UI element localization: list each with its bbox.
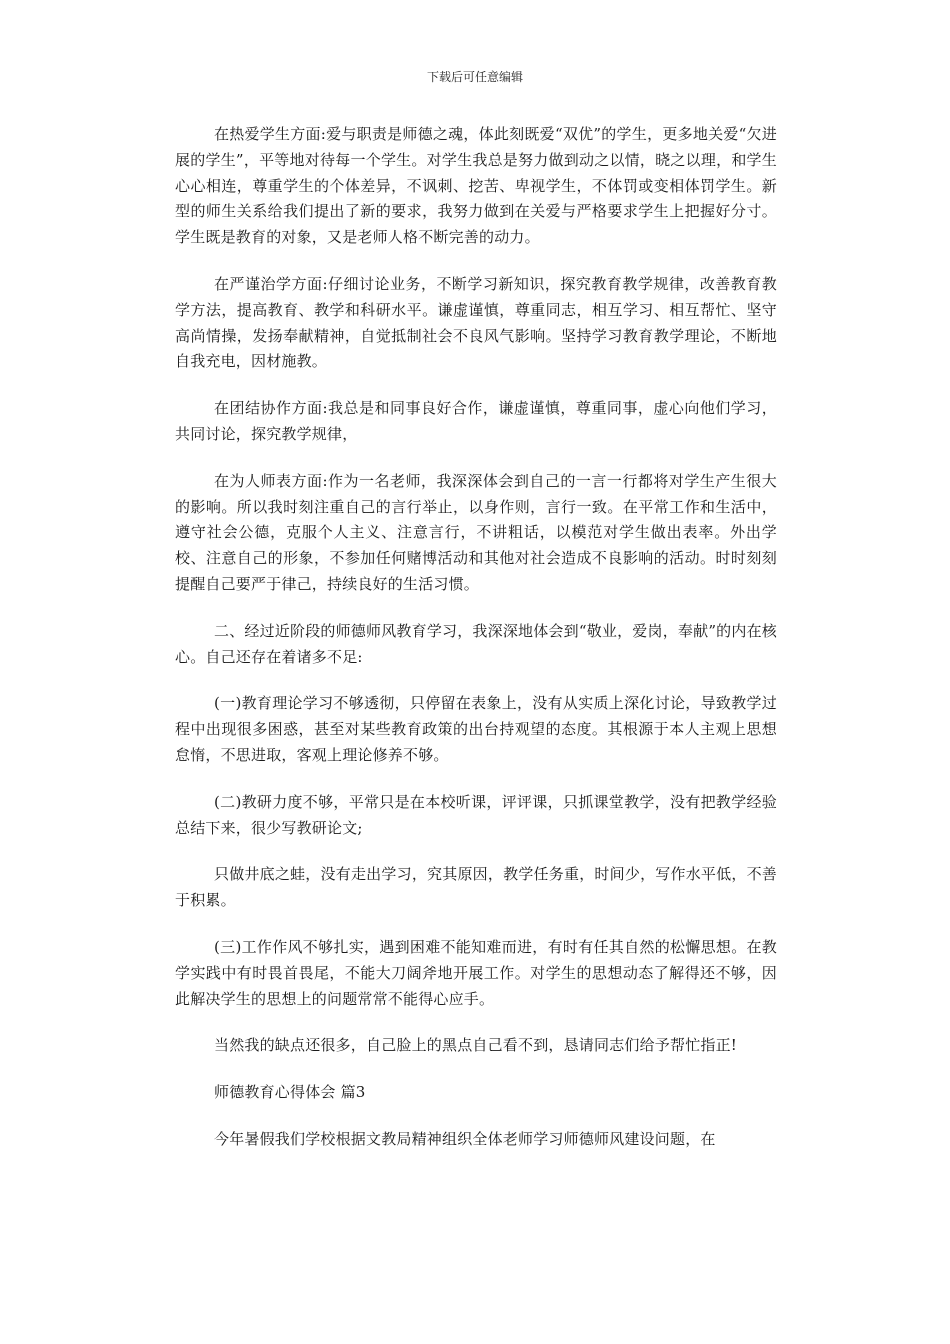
document-body: [175, 122, 777, 1174]
paragraph-section-two: 二、经过近阶段的师德师风教育学习，我深深地体会到“敬业，爱岗，奉献”的内在核心。自己还存在着诸多不足:: [175, 621, 777, 666]
paragraph-teamwork: 在团结协作方面:我总是和同事良好合作，谦虚谨慎，尊重同事，虚心向他们学习，共同讨论，探究教学规律，: [175, 399, 777, 443]
paragraph-shortcoming-two: (二)教研力度不够，平常只是在本校听课，评评课，只抓课堂教学，没有把教学经验总结下来，很少写教研论文;: [175, 792, 777, 837]
paragraph-rigorous-study: 在严谨治学方面:仔细讨论业务，不断学习新知识，探究教育教学规律，改善教育教学方法，提高教育、教学和科研水平。谦虚谨慎，尊重同志，相互学习、相互帮忙、坚守高尚情操，发扬奉献精神，自觉抵制社会不良风气影响。坚持学习教育教学理论，不断地自我充电，因材施教。: [175, 274, 777, 371]
page-header-note: 下载后可任意编辑: [426, 70, 523, 84]
paragraph-role-model: 在为人师表方面:作为一名老师，我深深体会到自己的一言一行都将对学生产生很大的影响。所以我时刻注重自己的言行举止，以身作则，言行一致。在平常工作和生活中，遵守社会公德，克服个人主义、注意言行，不讲粗话，以模范对学生做出表率。外出学校、注意自己的形象，不参加任何赌博活动和其他对社会造成不良影响的活动。时时刻刻提醒自己要严于律己，持续良好的生活习惯。: [175, 471, 777, 593]
paragraph-closing: 当然我的缺点还很多，自己脸上的黑点自己看不到，恳请同志们给予帮忙指正!: [214, 1036, 738, 1055]
paragraph-shortcoming-two-cont: 只做井底之蛙，没有走出学习，究其原因，教学任务重，时间少，写作水平低，不善于积累。: [175, 865, 777, 910]
section-heading: 师德教育心得体会 篇3: [214, 1083, 366, 1102]
paragraph-shortcoming-three: (三)工作作风不够扎实，遇到困难不能知难而进，有时有任其自然的松懈思想。在教学实践中有时畏首畏尾，不能大刀阔斧地开展工作。对学生的思想动态了解得还不够，因此解决学生的思想上的问题常常不能得心应手。: [175, 937, 777, 1008]
paragraph-love-students: 在热爱学生方面:爱与职责是师德之魂，体此刻既爱“双优”的学生，更多地关爱“欠进展的学生”，平等地对待每一个学生。对学生我总是努力做到动之以情，晓之以理，和学生心心相连，尊重学生的个体差异，不讽刺、挖苦、卑视学生，不体罚或变相体罚学生。新型的师生关系给我们提出了新的要求，我努力做到在关爱与严格要求学生上把握好分寸。学生既是教育的对象，又是老师人格不断完善的动力。: [175, 125, 777, 247]
paragraph-section-three-start: 今年暑假我们学校根据文教局精神组织全体老师学习师德师风建设问题，在: [214, 1129, 716, 1148]
paragraph-shortcoming-one: (一)教育理论学习不够透彻，只停留在表象上，没有从实质上深化讨论，导致教学过程中出现很多困惑，甚至对某些教育政策的出台持观望的态度。其根源于本人主观上思想怠惰，不思进取，客观上理论修养不够。: [175, 694, 777, 764]
